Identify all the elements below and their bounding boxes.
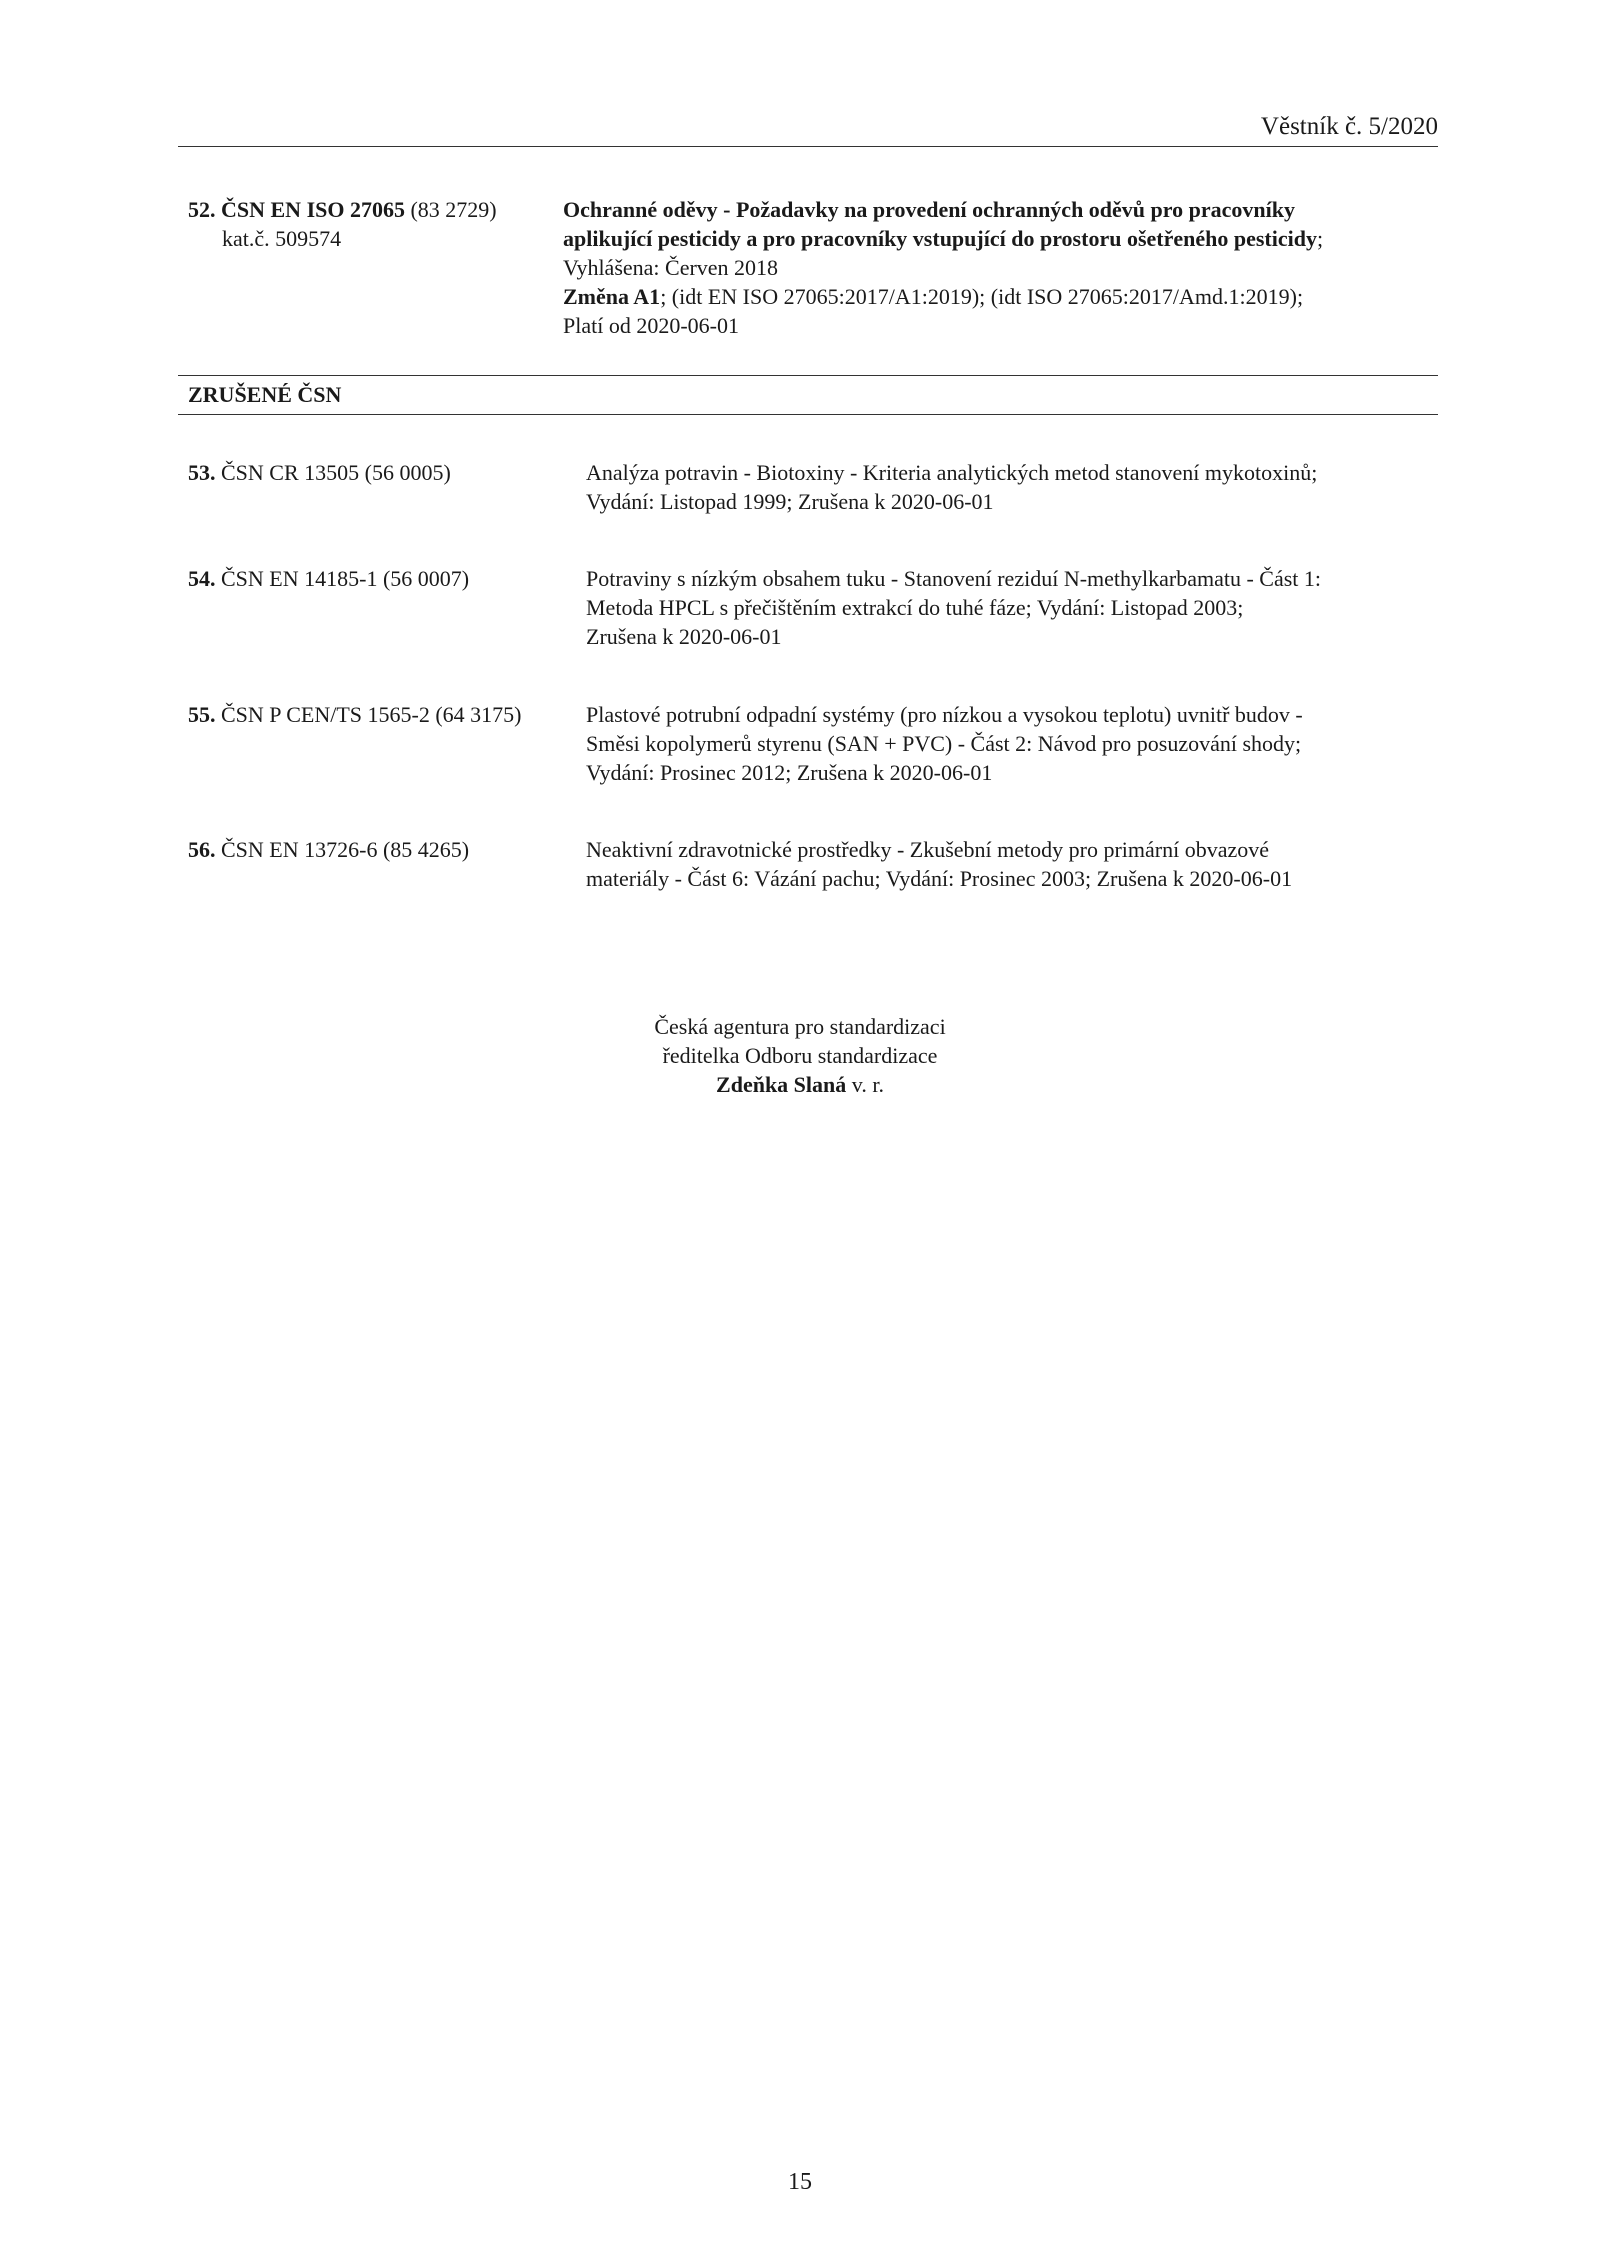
entry-55-line: Plastové potrubní odpadní systémy (pro nízkou a vysokou teplotu) uvnitř budov - [586, 702, 1303, 727]
entry-56-line: Neaktivní zdravotnické prostředky - Zkušební metody pro primární obvazové [586, 837, 1270, 862]
entry-53-number: 53. [188, 460, 216, 485]
entry-56-details [586, 835, 1436, 893]
entry-56-line: materiály - Část 6: Vázání pachu; Vydání: Prosinec 2003; Zrušena k 2020-06-01 [586, 866, 1293, 891]
entry-53-details [586, 458, 1436, 516]
entry-52-amendment-rest: ; (idt EN ISO 27065:2017/A1:2019); (idt ISO 27065:2017/Amd.1:2019); [660, 284, 1304, 309]
entry-52-valid-from: Platí od 2020-06-01 [563, 313, 739, 338]
page-number: 15 [788, 2169, 812, 2195]
page-header [178, 112, 1438, 147]
signature-block [0, 1012, 1600, 1099]
entry-53-designation [188, 458, 568, 487]
entry-55-designation [188, 700, 568, 729]
entry-55-line: Směsi kopolymerů styrenu (SAN + PVC) - Část 2: Návod pro posuzování shody; [586, 731, 1302, 756]
entry-53-code: ČSN CR 13505 (56 0005) [221, 460, 451, 485]
entry-55-code: ČSN P CEN/TS 1565-2 (64 3175) [221, 702, 522, 727]
entry-53-line: Vydání: Listopad 1999; Zrušena k 2020-06-01 [586, 489, 994, 514]
entry-54-line: Potraviny s nízkým obsahem tuku - Stanovení reziduí N-methylkarbamatu - Část 1: [586, 566, 1322, 591]
section-cancelled [178, 375, 1438, 415]
entry-54-line: Zrušena k 2020-06-01 [586, 624, 782, 649]
entry-52-title-line2: aplikující pesticidy a pro pracovníky vstupující do prostoru ošetřeného pesticidy [563, 226, 1317, 251]
entry-52-title-suffix: ; [1316, 226, 1324, 251]
entry-52-number: 52. [188, 197, 216, 222]
signature-agency: Česká agentura pro standardizaci [654, 1014, 946, 1039]
entry-54-designation [188, 564, 568, 593]
section-title: ZRUŠENÉ ČSN [188, 382, 342, 407]
entry-55-line: Vydání: Prosinec 2012; Zrušena k 2020-06-01 [586, 760, 993, 785]
entry-55-details [586, 700, 1436, 787]
entry-54-code: ČSN EN 14185-1 (56 0007) [221, 566, 470, 591]
entry-52-announced: Vyhlášena: Červen 2018 [563, 255, 779, 280]
entry-56-number: 56. [188, 837, 216, 862]
entry-54-line: Metoda HPCL s přečištěním extrakcí do tuhé fáze; Vydání: Listopad 2003; [586, 595, 1244, 620]
entry-56-code: ČSN EN 13726-6 (85 4265) [221, 837, 470, 862]
signature-suffix: v. r. [846, 1072, 884, 1097]
entry-52-details [563, 195, 1413, 340]
entry-54-details [586, 564, 1436, 651]
entry-52-title-line1: Ochranné oděvy - Požadavky na provedení ochranných oděvů pro pracovníky [563, 197, 1295, 222]
entry-52-code: ČSN EN ISO 27065 [221, 197, 405, 222]
bulletin-title: Věstník č. 5/2020 [1260, 113, 1438, 140]
signature-name: Zdeňka Slaná [716, 1072, 847, 1097]
entry-52-designation [188, 195, 568, 253]
entry-56-designation [188, 835, 568, 864]
entry-55-number: 55. [188, 702, 216, 727]
entry-54-number: 54. [188, 566, 216, 591]
entry-52-amendment-label: Změna A1 [563, 284, 661, 309]
entry-52-class: (83 2729) [410, 197, 497, 222]
entry-52-catalog: kat.č. 509574 [222, 226, 342, 251]
entry-53-line: Analýza potravin - Biotoxiny - Kriteria analytických metod stanovení mykotoxinů; [586, 460, 1318, 485]
signature-role: ředitelka Odboru standardizace [662, 1043, 938, 1068]
